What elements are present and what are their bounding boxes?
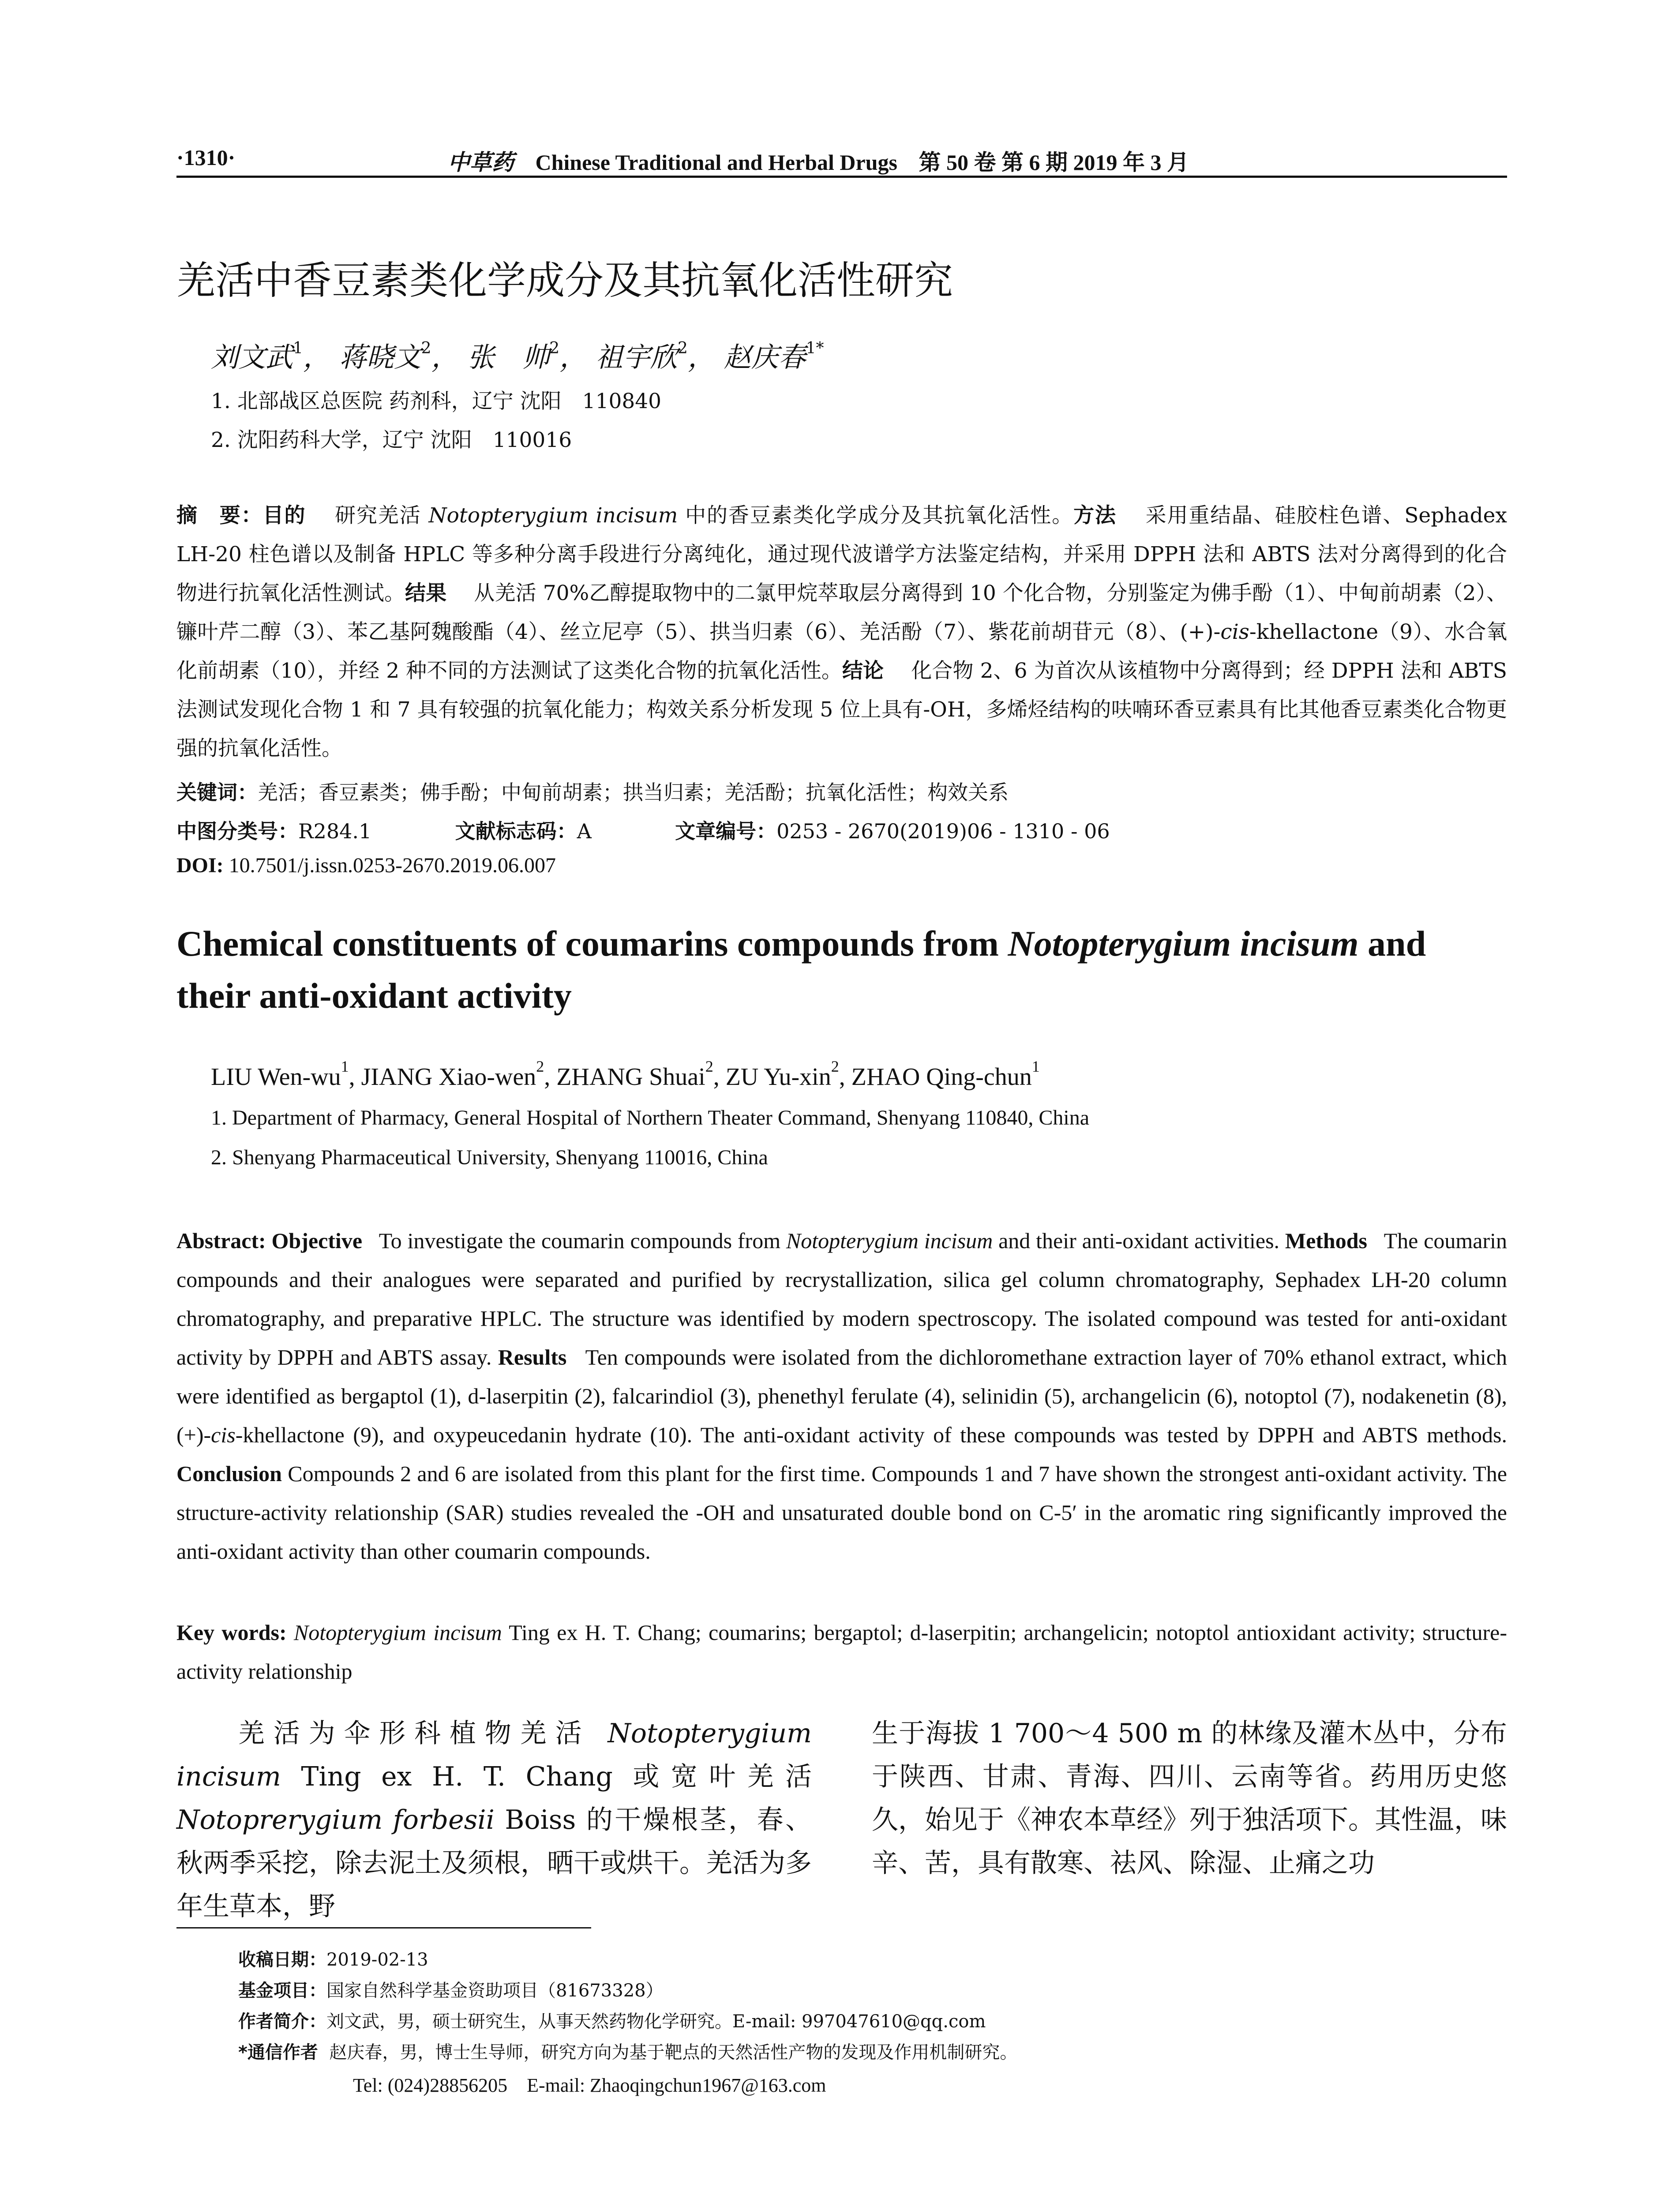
footnote-label: 作者简介： <box>238 2011 326 2032</box>
author-sup: 1* <box>806 339 824 357</box>
clc-label: 中图分类号： <box>176 819 298 843</box>
title-en <box>176 918 1507 1022</box>
objective-label: 目的 <box>262 503 306 528</box>
authors-en: LIU Wen-$wu^1$, JIANG Xiao-wen$^2$, ZHANG Shuai$^2$, ZU Yu-xin$^2$, ZHAO Qing-chun$^1$ <box>211 1058 1040 1091</box>
body-text: Ting ex H. T. Chang 或宽叶羌活 <box>281 1761 812 1792</box>
abstract-text: and their anti-oxidant activities. <box>993 1228 1280 1253</box>
footnote-fund <box>238 1977 664 2002</box>
journal-name-cn: 中草药 <box>448 149 514 175</box>
keywords-cn-label: 关键词： <box>176 780 258 804</box>
body-text: 羌活为伞形科植物羌活 <box>229 1718 608 1749</box>
footnote-rule <box>176 1927 591 1928</box>
doi-value: 10.7501/j.issn.0253-2670.2019.06.007 <box>229 854 556 877</box>
species-name: Notopterygium incisum <box>293 1620 502 1645</box>
author-sup: 1 <box>341 1058 349 1075</box>
authors-cn: 刘文武$^1$， 蒋晓文$^2$， 张 帅$^2$， 祖宇欣$^2$， 赵庆春$^{1*}$ <box>211 339 824 373</box>
body-text: 生于海拔 1 700～4 500 m 的林缘及灌木丛中，分布于陕西、甘肃、青海、四川、云南等省。药用历史悠久，始见于《神农本草经》列于独活项下。其性温，味辛、苦，具有散寒、祛风、除湿、止痛之功 <box>872 1718 1507 1879</box>
abstract-text: 从羌活 70%乙醇提取物中的二氯甲烷萃取层分离得到 10 个化合物，分别鉴定为佛手酚（1）、中甸前胡素（2）、镰叶芹二醇（3）、苯乙基阿魏酸酯（4）、丝立尼亭（5）、拱当归素（6）、羌活酚（7）、紫花前胡苷元（8）、(+)- <box>176 581 1508 644</box>
species-name: Notopterygium incisum <box>786 1228 993 1253</box>
results-label: Results <box>498 1345 567 1369</box>
footnote-label: *通信作者 <box>238 2042 318 2063</box>
species-name: Notopterygium incisum <box>428 503 678 528</box>
author-en: ZHAO Qing-chun <box>851 1063 1032 1091</box>
affiliation-cn-2: 2. 沈阳药科大学，辽宁 沈阳 110016 <box>211 428 572 452</box>
journal-name-en: Chinese Traditional and Herbal Drugs <box>535 150 897 175</box>
author-sup: 2 <box>536 1058 544 1075</box>
author-cn: 蒋晓文 <box>339 341 421 373</box>
author-en: ZHANG Shuai <box>556 1063 705 1091</box>
method-label: 方法 <box>1073 503 1117 528</box>
doi-line <box>176 853 556 878</box>
author-en: LIU Wen-wu <box>211 1063 341 1091</box>
abstract-text: 中的香豆素类化学成分及其抗氧化活性。 <box>678 503 1074 528</box>
footnote-text: 刘文武，男，硕士研究生，从事天然药物化学研究。E-mail: 997047610@qq.com <box>326 2011 986 2032</box>
author-sup: 2 <box>677 339 688 357</box>
footnote-text: 赵庆春，男，博士生导师，研究方向为基于靶点的天然活性产物的发现及作用机制研究。 <box>329 2042 1018 2063</box>
keywords-cn-text: 羌活；香豆素类；佛手酚；中甸前胡素；拱当归素；羌活酚；抗氧化活性；构效关系 <box>258 780 1009 804</box>
conclusion-label: 结论 <box>842 659 884 683</box>
author-sup: 1 <box>1031 1058 1040 1075</box>
affiliation-en-2: 2. Shenyang Pharmaceutical University, Shenyang 110016, China <box>211 1146 768 1169</box>
page-number: ·1310· <box>176 145 236 170</box>
header-rule <box>176 176 1507 178</box>
result-label: 结果 <box>405 581 447 605</box>
footnote-text: 国家自然科学基金资助项目（81673328） <box>326 1981 664 2001</box>
author-sup: 2 <box>831 1058 839 1075</box>
abstract-en <box>176 1221 1507 1571</box>
affiliation-cn-1: 1. 北部战区总医院 药剂科，辽宁 沈阳 110840 <box>211 389 662 413</box>
author-cn: 刘文武 <box>211 341 293 373</box>
keywords-en-label: Key words: <box>176 1620 287 1645</box>
abstract-text: Ten compounds were isolated from the dichloromethane extraction layer of 70% ethanol extract, which were identified as bergaptol (1), d-laserpitin (2), falcarindiol (3), phenethyl ferulate (4), selinidin (5), archangelicin (6), notoptol (7), nodakenetin (8), (+)- <box>176 1345 1508 1447</box>
abstract-cn-label: 摘 要： <box>176 503 263 528</box>
author-cn: 赵庆春 <box>724 341 806 373</box>
abstract-text: 采用重结晶、硅胶柱色谱、Sephadex LH-20 柱色谱以及制备 HPLC 等多种分离手段进行分离纯化，通过现代波谱学方法鉴定结构，并采用 DPPH 法和 ABTS 法对分离得到的化合物进行抗氧化活性测试。 <box>176 503 1508 605</box>
title-en-text: Chemical constituents of coumarins compounds from <box>176 923 1008 964</box>
affiliation-en-1: 1. Department of Pharmacy, General Hospital of Northern Theater Command, Shenyang 110840, China <box>211 1106 1090 1129</box>
methods-label: Methods <box>1285 1228 1367 1253</box>
author-sup: 2 <box>549 339 560 357</box>
doi-label: DOI: <box>176 854 224 877</box>
body-column-left <box>176 1712 812 1928</box>
article-no-label: 文章编号： <box>675 819 777 843</box>
abstract-text: 研究羌活 <box>335 503 429 528</box>
footnote-contact: Tel: (024)28856205 E-mail: Zhaoqingchun1967@163.com <box>353 2075 826 2096</box>
footnote-label: 收稿日期： <box>238 1950 326 1970</box>
keywords-cn <box>176 777 1009 806</box>
body-text: Boiss 的干燥根茎，春、秋两季采挖，除去泥土及须根，晒干或烘干。羌活为多年生草本，野 <box>176 1805 812 1922</box>
footnote-corresponding <box>238 2038 1017 2063</box>
classification-line <box>176 815 1110 844</box>
body-column-right <box>872 1712 1507 1885</box>
italic-prefix: cis <box>1220 620 1249 644</box>
abstract-text: -khellactone（9）、水合氧化前胡素（10），并经 2 种不同的方法测试了这类化合物的抗氧化活性。 <box>176 620 1507 683</box>
title-cn: 羌活中香豆素类化学成分及其抗氧化活性研究 <box>176 258 953 303</box>
footnote-received <box>238 1946 428 1971</box>
article-no-value: 0253 - 2670(2019)06 - 1310 - 06 <box>776 819 1110 843</box>
author-cn: 张 帅 <box>467 341 550 373</box>
abstract-text: Compounds 2 and 6 are isolated from this plant for the first time. Compounds 1 and 7 have shown the strongest anti-oxidant activity. The structure-activity relationship (SAR) studies revealed the -OH and unsaturated double bond on C-5′ in the aromatic ring significantly improved the anti-oxidant activity than other coumarin compounds. <box>176 1461 1507 1564</box>
abstract-text: -khellactone (9), and oxypeucedanin hydrate (10). The anti-oxidant activity of these compounds was tested by DPPH and ABTS methods. <box>235 1422 1507 1447</box>
keywords-en-text: Ting ex H. T. Chang; coumarins; bergaptol; d-laserpitin; archangelicin; notoptol antioxidant activity; structure-activity relationship <box>176 1620 1507 1684</box>
species-name: Notoprerygium forbesii <box>176 1805 495 1835</box>
footnote-author <box>238 2007 986 2033</box>
abstract-en-label: Abstract: Objective <box>176 1228 363 1253</box>
footnote-label: 基金项目： <box>238 1981 326 2001</box>
author-cn: 祖宇欣 <box>595 341 678 373</box>
conclusion-label: Conclusion <box>176 1461 282 1486</box>
author-sup: 2 <box>705 1058 713 1075</box>
abstract-text: To investigate the coumarin compounds from <box>379 1228 786 1253</box>
species-name: Notopterygium incisum <box>176 1718 812 1792</box>
doc-code-label: 文献标志码： <box>455 819 577 843</box>
author-sup: 1 <box>293 339 303 357</box>
journal-issue: 第 50 卷 第 6 期 2019 年 3 月 <box>919 150 1189 175</box>
abstract-text: 化合物 2、6 为首次从该植物中分离得到；经 DPPH 法和 ABTS 法测试发现化合物 1 和 7 具有较强的抗氧化能力；构效关系分析发现 5 位上具有-OH，多烯烃结构的呋喃环香豆素具有比其他香豆素类化合物更强的抗氧化活性。 <box>176 659 1508 761</box>
author-sup: 2 <box>421 339 431 357</box>
abstract-text: The coumarin compounds and their analogues were separated and purified by recrystallization, silica gel column chromatography, Sephadex LH-20 column chromatography, and preparative HPLC. The structure was identified by modern spectroscopy. The isolated compound was tested for anti-oxidant activity by DPPH and ABTS assay. <box>176 1228 1507 1369</box>
italic-prefix: cis <box>211 1422 236 1447</box>
title-en-text: and their anti-oxidant activity <box>176 923 1426 1016</box>
abstract-cn <box>176 496 1507 768</box>
running-header <box>176 140 1507 176</box>
title-en-species: Notopterygium incisum <box>1008 923 1359 964</box>
doc-code-value: A <box>577 819 592 843</box>
author-en: JIANG Xiao-wen <box>361 1063 536 1091</box>
clc-value: R284.1 <box>298 819 372 843</box>
author-en: ZU Yu-xin <box>725 1063 831 1091</box>
footnote-text: 2019-02-13 <box>326 1950 428 1970</box>
keywords-en <box>176 1613 1507 1691</box>
journal-title <box>448 145 1189 176</box>
